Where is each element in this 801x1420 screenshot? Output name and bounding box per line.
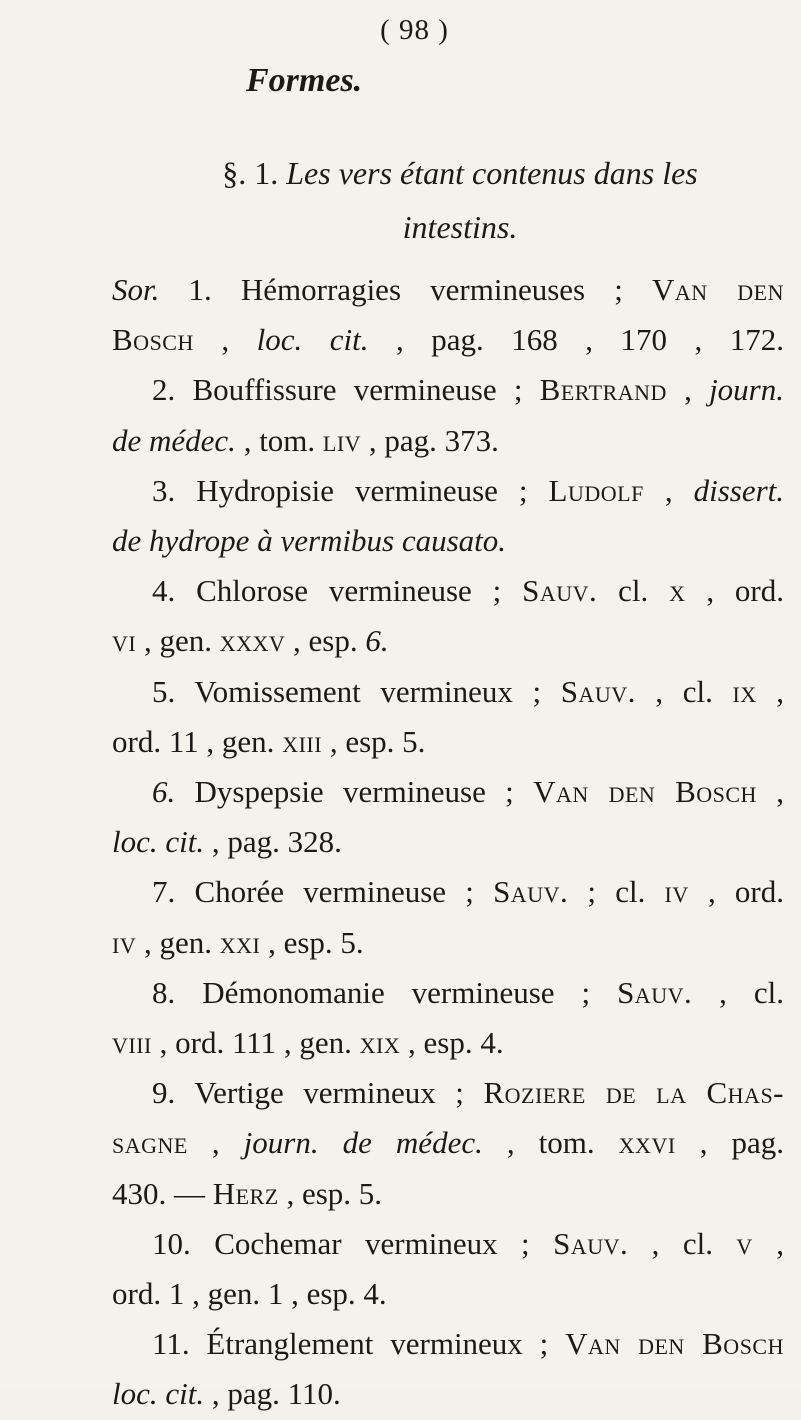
author-name: Ludolf	[548, 472, 644, 508]
text-span: 430. —	[112, 1175, 213, 1211]
text-line	[112, 1219, 784, 1269]
text-line	[112, 1018, 784, 1068]
text-line	[112, 466, 784, 516]
italic-text: loc. cit.	[112, 824, 205, 860]
text-span: , gen.	[136, 924, 220, 960]
text-span: Dyspepsie vermineuse ;	[175, 774, 534, 810]
text-span: , pag. 328.	[204, 824, 342, 860]
author-name: Bertrand	[539, 372, 667, 408]
author-name: Van den	[651, 272, 784, 307]
italic-text: de hydrope à vermibus causato.	[112, 523, 507, 559]
text-line	[112, 265, 784, 315]
text-span: , cl.	[692, 974, 784, 1010]
text-span: , gen.	[136, 623, 220, 659]
author-name: Bosch	[112, 322, 194, 358]
italic-text: 6.	[365, 623, 389, 659]
text-line	[112, 1068, 784, 1118]
text-line	[112, 918, 784, 968]
text-span: 3. Hydropisie vermineuse ;	[152, 472, 549, 508]
text-span: ,	[193, 322, 257, 358]
text-span: 10. Cochemar vermineux ;	[152, 1225, 554, 1261]
text-span: ord. 1 , gen. 1 , esp. 4.	[112, 1276, 387, 1312]
author-name: Van den Bosch	[565, 1326, 784, 1362]
text-span: , pag. 168 , 170 , 172.	[368, 322, 784, 358]
text-span: ; cl.	[568, 874, 665, 910]
text-span: 5. Vomissement vermineux ;	[152, 673, 561, 709]
author-name: Herz	[212, 1175, 279, 1211]
text-span: ,	[187, 1125, 244, 1161]
text-line	[112, 1319, 784, 1369]
text-span: 4. Chlorose vermineuse ;	[152, 573, 523, 609]
text-span: 1. Hémorragies vermineuses ;	[159, 272, 652, 307]
text-line	[112, 1369, 784, 1419]
text-span: 8. Démonomanie vermineuse ;	[152, 974, 618, 1010]
author-name: liv	[322, 422, 362, 458]
text-line	[112, 1269, 784, 1319]
text-line	[112, 968, 784, 1018]
paragraph-symbol: §. 1.	[222, 155, 279, 191]
author-name: Sauv.	[553, 1225, 629, 1261]
author-name: v	[736, 1225, 753, 1261]
text-span: ,	[756, 774, 785, 810]
text-line	[112, 867, 784, 917]
author-name: viii	[112, 1025, 152, 1061]
text-span: , esp. 5.	[322, 723, 426, 759]
paragraph-heading-line-1	[150, 146, 770, 200]
text-line	[112, 566, 784, 616]
author-name: Roziere de la Chas-	[483, 1075, 785, 1111]
author-name: Sauv.	[522, 573, 598, 609]
text-span: ,	[752, 1225, 784, 1261]
author-name: iv	[112, 924, 137, 960]
text-line	[112, 767, 784, 817]
section-title: Formes.	[246, 62, 363, 99]
text-line	[112, 616, 784, 666]
text-span: , esp. 4.	[400, 1025, 504, 1061]
text-span: , tom.	[235, 422, 323, 458]
text-span: 11. Étranglement vermineux ;	[152, 1326, 566, 1362]
text-line	[112, 516, 784, 566]
text-span: , pag. 373.	[361, 422, 499, 458]
italic-text: dissert.	[693, 472, 785, 508]
text-span: ,	[643, 472, 694, 508]
text-span: , cl.	[635, 673, 733, 709]
text-span: , ord.	[688, 874, 784, 910]
author-name: Sauv.	[560, 673, 636, 709]
author-name: xix	[359, 1025, 401, 1061]
text-span: cl.	[597, 573, 670, 609]
text-span: ,	[756, 673, 785, 709]
author-name: ix	[732, 673, 757, 709]
body-text	[112, 265, 784, 1420]
text-span: , esp.	[285, 623, 366, 659]
author-name: iv	[664, 874, 689, 910]
italic-text: de médec.	[112, 422, 236, 458]
text-span: , esp. 5.	[260, 924, 364, 960]
paragraph-heading-text-1: Les vers étant contenus dans les	[286, 155, 698, 191]
text-span: , esp. 5.	[278, 1175, 383, 1211]
text-line	[112, 365, 784, 415]
text-line	[112, 717, 784, 767]
author-name: vi	[112, 623, 137, 659]
italic-text: journ. de médec.	[243, 1125, 483, 1161]
text-span: ord. 11 , gen.	[112, 723, 283, 759]
author-name: xxxv	[219, 623, 286, 659]
text-line	[112, 667, 784, 717]
text-span: , cl.	[628, 1225, 737, 1261]
italic-text: 6.	[152, 774, 176, 810]
author-name: xiii	[282, 723, 323, 759]
italic-text: Sor.	[112, 272, 160, 307]
text-span: , pag. 110.	[204, 1376, 341, 1412]
text-span: , pag.	[675, 1125, 784, 1161]
text-span: , ord.	[685, 573, 784, 609]
author-name: Sauv.	[617, 974, 693, 1010]
text-span: 2. Bouffissure vermineuse ;	[152, 372, 540, 408]
text-line	[112, 315, 784, 365]
text-span: 7. Chorée vermineuse ;	[152, 874, 494, 910]
paragraph-heading	[150, 146, 770, 254]
author-name: xxi	[219, 924, 261, 960]
text-line	[112, 1118, 784, 1168]
paragraph-heading-text-2: intestins.	[402, 209, 518, 245]
text-span: 9. Vertige vermineux ;	[152, 1075, 484, 1111]
page-number: ( 98 )	[380, 14, 449, 46]
author-name: xxvi	[618, 1125, 676, 1161]
italic-text: journ.	[709, 372, 784, 408]
author-name: Sauv.	[493, 874, 569, 910]
author-name: x	[669, 573, 686, 609]
italic-text: loc. cit.	[256, 322, 369, 358]
text-span: , ord. 111 , gen.	[151, 1025, 360, 1061]
text-line	[112, 817, 784, 867]
text-span: , tom.	[482, 1125, 619, 1161]
text-line	[112, 1169, 784, 1219]
author-name: Van den Bosch	[533, 774, 757, 810]
italic-text: loc. cit.	[112, 1376, 205, 1412]
text-line	[112, 416, 784, 466]
author-name: sagne	[112, 1125, 188, 1161]
text-span: ,	[666, 372, 710, 408]
